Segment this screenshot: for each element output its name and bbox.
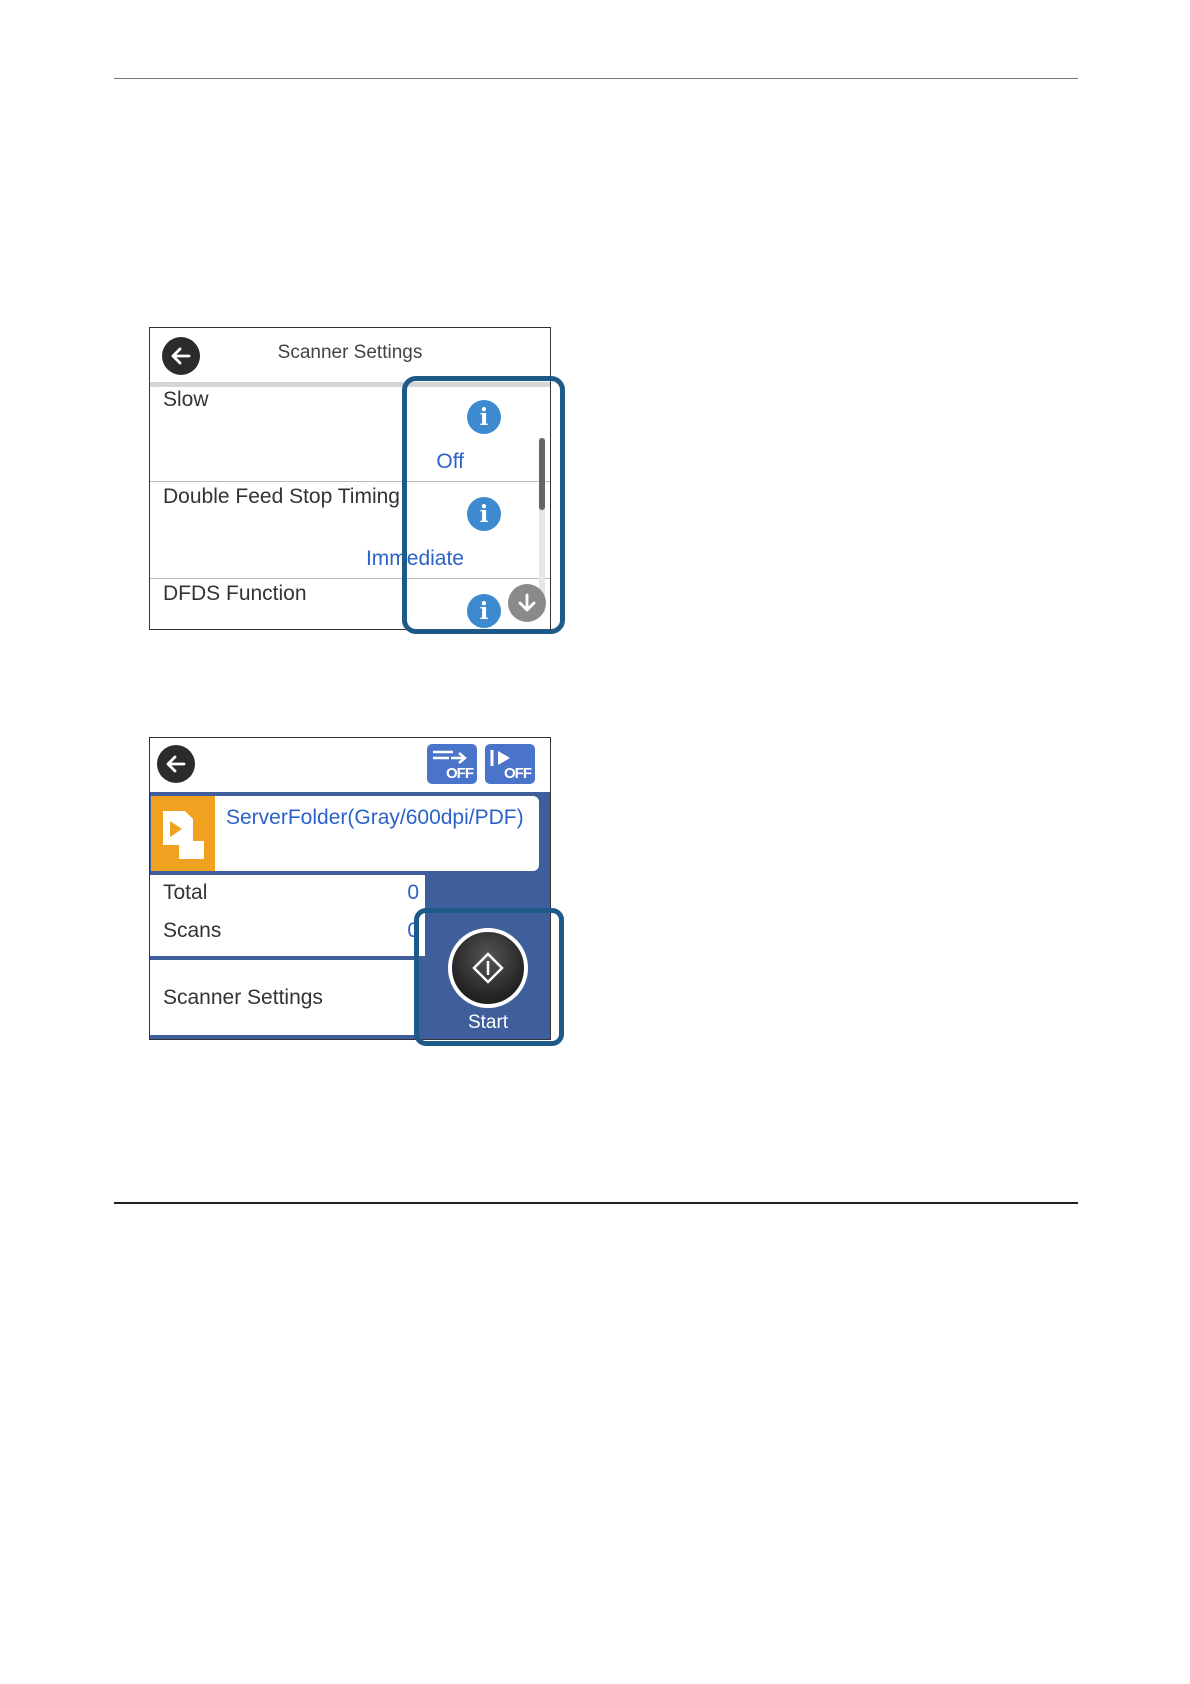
bottom-rule (114, 1202, 1078, 1204)
setting-label: Double Feed Stop Timing (163, 485, 400, 508)
continuous-scan-toggle[interactable] (427, 744, 477, 784)
counter-value-scans: 0 (407, 919, 419, 942)
toggle-state: OFF (504, 765, 531, 782)
setting-label: Slow (163, 388, 209, 411)
info-icon[interactable]: i (467, 400, 501, 434)
setting-label: DFDS Function (163, 582, 307, 605)
scan-to-folder-icon (151, 796, 215, 871)
counter-value-total: 0 (407, 881, 419, 904)
toggle-state: OFF (446, 765, 473, 782)
scanner-settings-button[interactable] (150, 960, 415, 1038)
screen-title: Scanner Settings (277, 342, 423, 363)
preset-name: ServerFolder(Gray/600dpi/PDF) (226, 806, 524, 829)
callout-highlight-info-column (402, 376, 565, 634)
screen-header (150, 738, 550, 792)
back-button[interactable] (162, 337, 200, 375)
counter-label-scans: Scans (163, 919, 222, 942)
auto-feed-toggle[interactable] (485, 744, 535, 784)
arrow-left-icon (169, 344, 193, 368)
scan-counter-panel (150, 875, 425, 959)
counter-label-total: Total (163, 881, 208, 904)
continuous-feed-icon (431, 748, 473, 766)
top-rule (114, 78, 1078, 79)
screen-header (150, 328, 550, 382)
setting-value: Off (436, 450, 464, 473)
start-label: Start (467, 1012, 509, 1033)
preset-card[interactable] (151, 796, 539, 871)
scanner-settings-label: Scanner Settings (163, 986, 323, 1009)
arrow-left-icon (164, 752, 188, 776)
callout-highlight-start-button (414, 908, 564, 1046)
setting-value: Immediate (365, 547, 464, 570)
info-icon[interactable]: i (467, 497, 501, 531)
info-icon[interactable]: i (467, 594, 501, 628)
back-button[interactable] (157, 745, 195, 783)
